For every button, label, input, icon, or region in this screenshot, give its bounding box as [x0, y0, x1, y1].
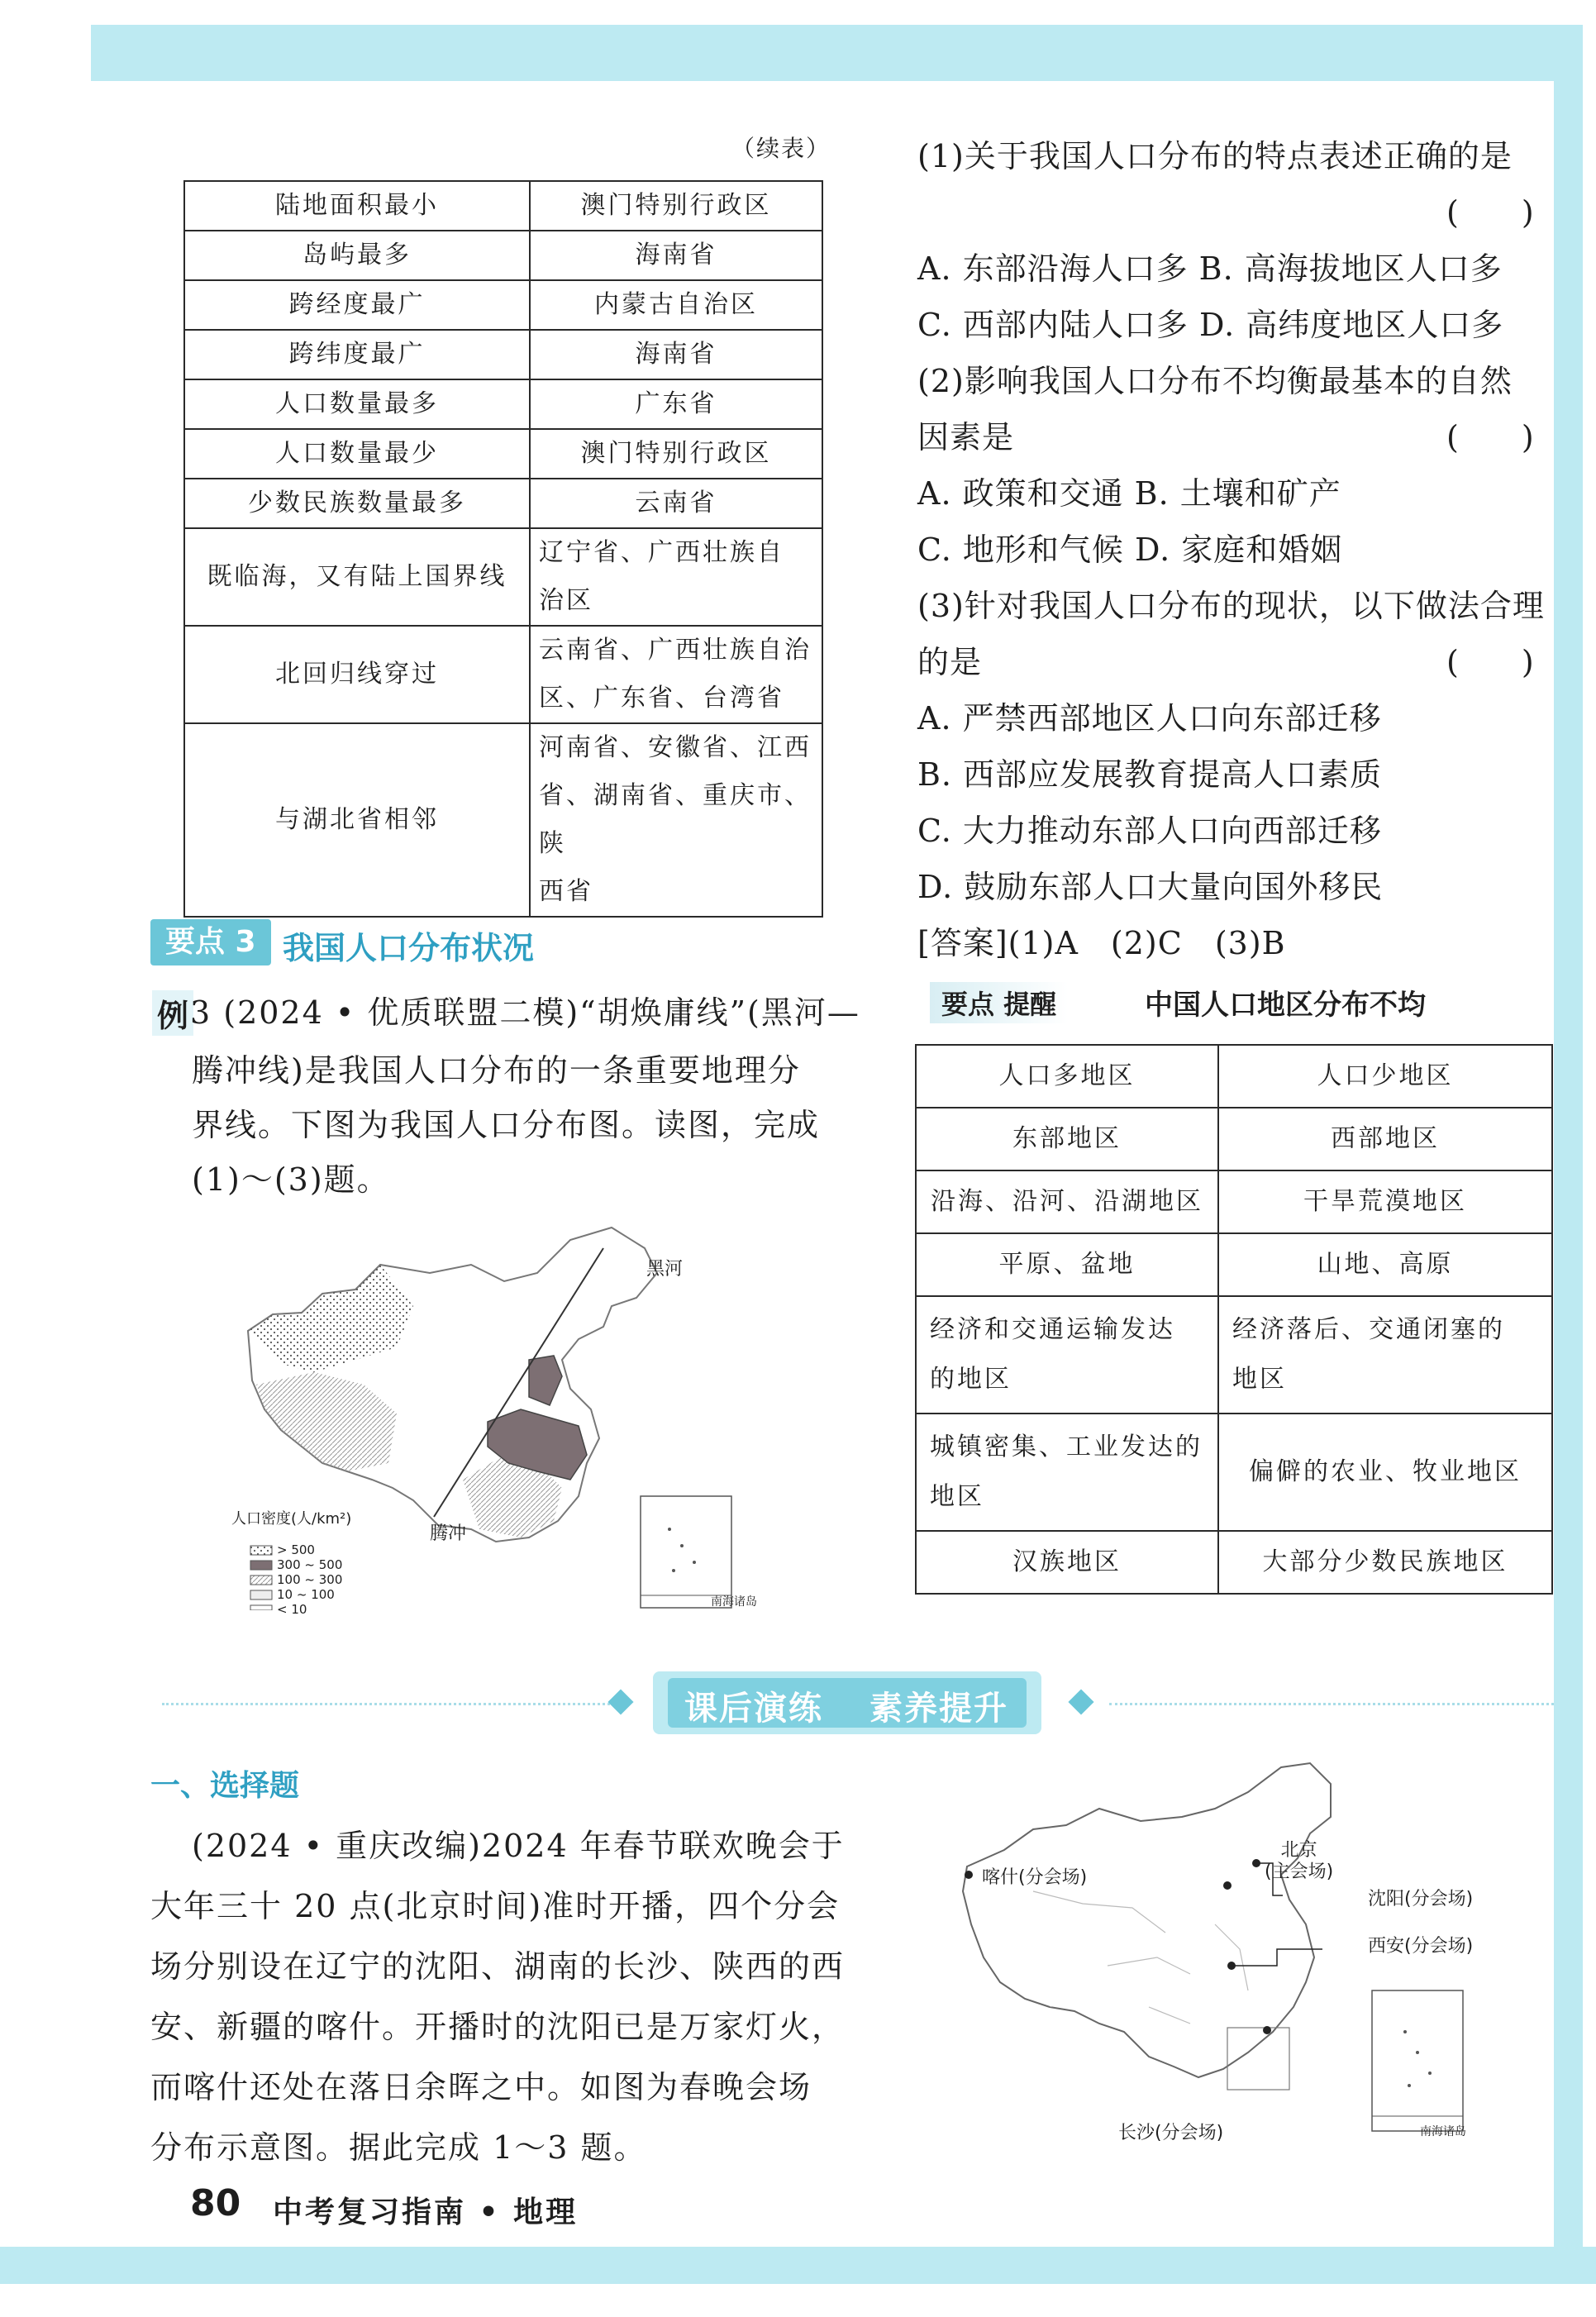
inset-frame	[641, 1496, 731, 1608]
table-row	[184, 528, 822, 626]
table-row	[184, 379, 822, 429]
banner-background	[653, 1671, 1041, 1734]
cell-line: 平原、盆地	[998, 1250, 1136, 1279]
table-cell-more	[916, 1108, 1218, 1170]
table-cell-region: 内蒙古自治区	[530, 280, 822, 330]
banner-divider-right	[1109, 1703, 1554, 1705]
population-distribution-table	[915, 1044, 1553, 1595]
region-line: 治区	[539, 586, 593, 615]
map2-kashgar-label: 喀什(分会场)	[982, 1867, 1088, 1888]
map2-inset-label: 南海诸岛	[1420, 2125, 1466, 2138]
table-cell-more	[916, 1296, 1218, 1414]
table-cell-region	[530, 626, 822, 723]
region-line: 西省	[539, 877, 593, 906]
tip-label: 要点 提醒	[930, 982, 1068, 1023]
table-row	[184, 479, 822, 528]
legend-entry: 10 ~ 100	[277, 1587, 335, 1602]
answer-blank: ( )	[1446, 194, 1534, 231]
cell-line: 地区	[1232, 1365, 1287, 1394]
table-row	[916, 1531, 1552, 1594]
answer-key: [答案](1)A (2)C (3)B	[917, 925, 1286, 961]
book-title: 中考复习指南 • 地理	[273, 2195, 579, 2229]
changsha-dot	[1263, 2026, 1271, 2034]
cell-line: 地区	[930, 1482, 984, 1511]
cell-line: 经济落后、交通闭塞的	[1232, 1315, 1505, 1344]
table-cell-item: 少数民族数量最多	[184, 479, 530, 528]
question-stem: (2)影响我国人口分布不均衡最基本的自然	[917, 363, 1513, 399]
table-row	[184, 280, 822, 330]
passage-line: (2024 • 重庆改编)2024 年春节联欢晚会于	[192, 1828, 845, 1864]
passage-line: 分布示意图。据此完成 1～3 题。	[150, 2129, 647, 2166]
map1-legend-title: 人口密度(人/km²)	[231, 1510, 352, 1528]
table-cell-item: 人口数量最少	[184, 429, 530, 479]
passage-line: 场分别设在辽宁的沈阳、湖南的长沙、陕西的西	[150, 1948, 846, 1985]
answer-blank: ( )	[1446, 419, 1534, 455]
table-header-cell: 人口少地区	[1218, 1045, 1552, 1108]
table-row	[184, 181, 822, 231]
map1-label-heihe: 黑河	[646, 1259, 684, 1280]
region-line: 河南省、安徽省、江西	[539, 733, 812, 762]
legend-entry: 100 ~ 300	[277, 1572, 343, 1587]
map2-beijing-label	[1265, 1840, 1333, 1883]
answer-option: D. 鼓励东部人口大量向国外移民	[917, 869, 1384, 905]
choice-heading: 一、选择题	[150, 1769, 300, 1803]
table-row	[916, 1296, 1552, 1414]
example-line: 腾冲线)是我国人口分布的一条重要地理分	[192, 1052, 801, 1089]
section-badge: 要点 3	[150, 919, 271, 965]
table-cell-less	[1218, 1170, 1552, 1233]
answer-option: A. 政策和交通 B. 土壤和矿产	[917, 475, 1341, 512]
table-cell-region: 云南省	[530, 479, 822, 528]
table-cell-item: 与湖北省相邻	[184, 723, 530, 917]
table-cell-more	[916, 1414, 1218, 1531]
table-cell-less	[1218, 1531, 1552, 1594]
continued-label: （续表）	[731, 135, 831, 162]
region-line: 云南省、广西壮族自治	[539, 636, 812, 665]
question-stem: 的是	[917, 644, 983, 680]
table-cell-more	[916, 1233, 1218, 1296]
answer-option: A. 严禁西部地区人口向东部迁移	[917, 700, 1382, 737]
table-cell-item: 既临海，又有陆上国界线	[184, 528, 530, 626]
top-decor-band	[91, 25, 1583, 81]
banner-right-text: 素养提升	[869, 1690, 1008, 1728]
cell-line: 东部地区	[1012, 1124, 1122, 1153]
right-decor-band	[1554, 25, 1583, 2273]
cell-line: 偏僻的农业、牧业地区	[1249, 1457, 1522, 1486]
inset-frame-2	[1372, 1990, 1463, 2131]
table-cell-region	[530, 723, 822, 917]
table-cell-less	[1218, 1233, 1552, 1296]
question-stem: 因素是	[917, 419, 1015, 455]
legend-entry: < 10	[277, 1602, 307, 1617]
example-label: 例	[152, 990, 193, 1036]
cell-line: 山地、高原	[1317, 1250, 1454, 1279]
table-row	[916, 1233, 1552, 1296]
table-cell-item: 陆地面积最小	[184, 181, 530, 231]
region-line: 区、广东省、台湾省	[539, 684, 784, 713]
table-header-cell: 人口多地区	[916, 1045, 1218, 1108]
table-cell-item: 跨经度最广	[184, 280, 530, 330]
question-stem: (3)针对我国人口分布的现状，以下做法合理	[917, 588, 1545, 624]
table-cell-less	[1218, 1414, 1552, 1531]
banner-divider-left	[162, 1703, 625, 1705]
cell-line: 汉族地区	[1012, 1547, 1122, 1576]
passage-line: 安、新疆的喀什。开播时的沈阳已是万家灯火，	[150, 2009, 846, 2045]
banner-diamond-left-icon	[607, 1689, 633, 1714]
legend-entry: 300 ~ 500	[277, 1557, 343, 1572]
table-cell-region: 澳门特别行政区	[530, 181, 822, 231]
map2-beijing-name: 北京	[1280, 1840, 1317, 1861]
table-cell-item: 岛屿最多	[184, 231, 530, 280]
map1-inset-label: 南海诸岛	[711, 1595, 757, 1609]
kashgar-dot	[965, 1871, 973, 1879]
map1-label-tengchong: 腾冲	[430, 1523, 467, 1544]
answer-option: B. 西部应发展教育提高人口素质	[917, 756, 1383, 793]
section-title: 我国人口分布状况	[283, 930, 535, 966]
table-cell-region: 海南省	[530, 330, 822, 379]
table-row	[184, 231, 822, 280]
table-cell-item: 人口数量最多	[184, 379, 530, 429]
table-cell-region	[530, 528, 822, 626]
region-line: 省、湖南省、重庆市、陕	[539, 781, 812, 858]
answer-option: C. 地形和气候 D. 家庭和婚姻	[917, 532, 1343, 568]
cell-line: 干旱荒漠地区	[1303, 1187, 1467, 1216]
cell-line: 大部分少数民族地区	[1262, 1547, 1508, 1576]
cell-line: 的地区	[930, 1365, 1012, 1394]
table-row	[184, 626, 822, 723]
answer-blank: ( )	[1446, 644, 1534, 680]
cell-line: 西部地区	[1331, 1124, 1440, 1153]
table-row	[916, 1108, 1552, 1170]
legend-entry: > 500	[277, 1542, 315, 1557]
passage-line: 而喀什还处在落日余晖之中。如图为春晚会场	[150, 2069, 812, 2105]
table-row	[916, 1414, 1552, 1531]
page-number: 80	[190, 2182, 241, 2224]
table-cell-more	[916, 1170, 1218, 1233]
bottom-decor-band	[0, 2247, 1596, 2284]
table-row	[184, 429, 822, 479]
example-line: (1)～(3)题。	[192, 1161, 390, 1198]
map2-shenyang-label: 沈阳(分会场)	[1368, 1889, 1474, 1909]
china-outline-2	[963, 1763, 1334, 2077]
table-cell-less	[1218, 1108, 1552, 1170]
map2-xian-label: 西安(分会场)	[1368, 1936, 1474, 1957]
tip-title: 中国人口地区分布不均	[1145, 989, 1426, 1022]
passage-line: 大年三十 20 点(北京时间)准时开播，四个分会	[150, 1888, 841, 1924]
table-cell-region: 澳门特别行政区	[530, 429, 822, 479]
table-header-row	[916, 1045, 1552, 1108]
beijing-dot	[1223, 1881, 1232, 1890]
banner-diamond-right-icon	[1068, 1689, 1093, 1714]
table-cell-more	[916, 1531, 1218, 1594]
cell-line: 经济和交通运输发达	[930, 1315, 1175, 1344]
region-line: 辽宁省、广西壮族自	[539, 538, 784, 567]
banner-left-text: 课后演练	[684, 1690, 823, 1728]
region-facts-table	[183, 180, 823, 918]
answer-option: C. 大力推动东部人口向西部迁移	[917, 813, 1382, 849]
example-line: 界线。下图为我国人口分布图。读图，完成	[192, 1107, 821, 1143]
map2-changsha-label: 长沙(分会场)	[1118, 2123, 1224, 2143]
table-row	[916, 1170, 1552, 1233]
table-row	[184, 330, 822, 379]
table-cell-region: 广东省	[530, 379, 822, 429]
table-row	[184, 723, 822, 917]
table-cell-region: 海南省	[530, 231, 822, 280]
cell-line: 沿海、沿河、沿湖地区	[931, 1187, 1203, 1216]
table-cell-item: 北回归线穿过	[184, 626, 530, 723]
table-cell-item: 跨纬度最广	[184, 330, 530, 379]
question-stem: (1)关于我国人口分布的特点表述正确的是	[917, 138, 1513, 174]
map2-beijing-role: (主会场)	[1265, 1862, 1334, 1882]
answer-option: C. 西部内陆人口多 D. 高纬度地区人口多	[917, 307, 1504, 343]
table-cell-less	[1218, 1296, 1552, 1414]
answer-option: A. 东部沿海人口多 B. 高海拔地区人口多	[917, 250, 1503, 287]
example-line: 3 (2024 • 优质联盟二模)“胡焕庸线”(黑河—	[190, 994, 860, 1031]
cell-line: 城镇密集、工业发达的	[930, 1433, 1203, 1461]
